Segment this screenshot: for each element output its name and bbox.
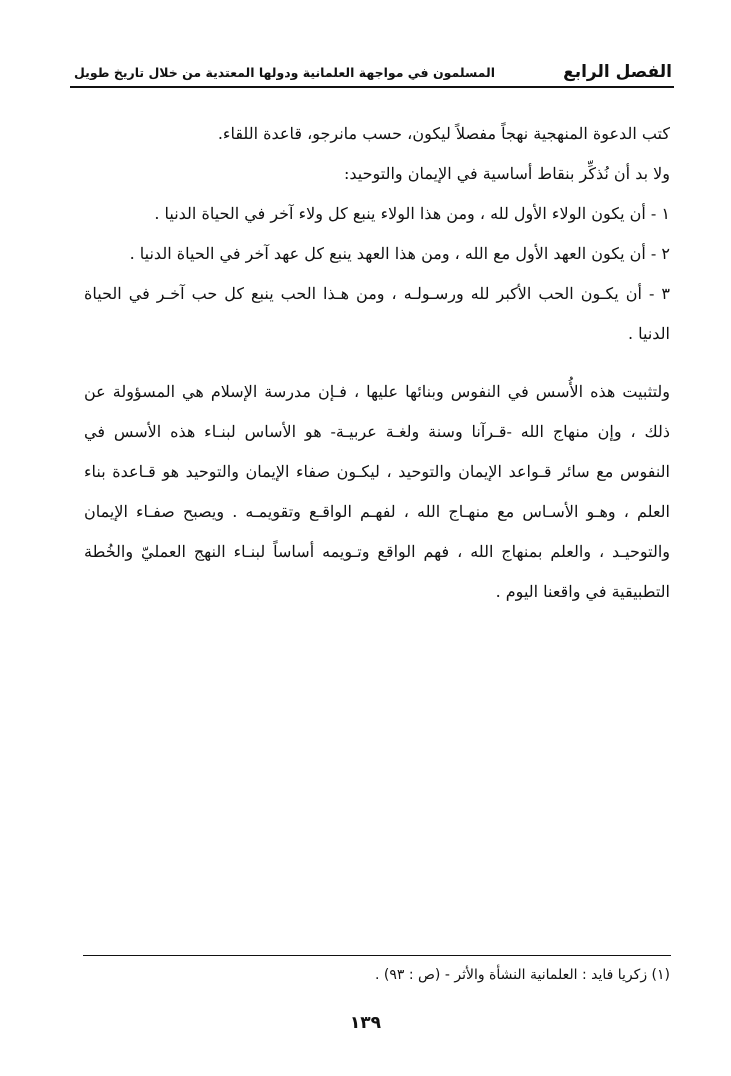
- running-header: [74, 56, 672, 84]
- list-item-2: ٢ - أن يكون العهد الأول مع الله ، ومن هذا العهد ينبع كل عهد آخر في الحياة الدنيا .: [129, 244, 670, 263]
- body-text: [84, 114, 670, 612]
- paragraph-main: ولتثبيت هذه الأُسس في النفوس وبنائها عليها ، فـإن مدرسة الإسلام هي المسؤولة عن ذلك ، وإن منهاج الله -قـرآنا وسنة ولغـة عربيـة- هو الأساس لبنـاء هذه الأسس في النفوس مع سائر قـواعد الإيمان والتوحيد ، ليكـون صفاء الإيمان والتوحيد هو قـاعدة بناء العلم ، وهـو الأسـاس مع منهـاج الله ، لفهـم الواقـع وتقويمـه . ويصبح صفـاء الإيمان والتوحيـد ، والعلم بمنهاج الله ، فهم الواقع وتـويمه أساساً لبنـاء النهج العمليّ والخُطة التطبيقية في واقعنا اليوم .: [84, 382, 670, 601]
- book-title: المسلمون في مواجهة العلمانية ودولها المعتدية من خلال تاريخ طويل: [74, 65, 496, 80]
- paragraph-spacer: [84, 354, 670, 372]
- chapter-title: الفصل الرابع: [563, 62, 672, 82]
- list-item-3: ٣ - أن يكـون الحب الأكبر لله ورسـولـه ، ومن هـذا الحب ينبع كل حب آخـر في الحياة الدنيا .: [84, 284, 670, 343]
- list-item-1: ١ - أن يكون الولاء الأول لله ، ومن هذا الولاء ينبع كل ولاء آخر في الحياة الدنيا .: [154, 204, 670, 223]
- page-number: ١٣٩: [349, 1013, 382, 1033]
- footnote-rule: [83, 955, 671, 956]
- paragraph-lead: ولا بد أن نُذكِّر بنقاط أساسية في الإيمان والتوحيد:: [344, 164, 670, 183]
- paragraph-intro: كتب الدعوة المنهجية نهجاً مفصلاً ليكون، حسب مانرجو، قاعدة اللقاء.: [217, 124, 670, 143]
- footnote: (١) زكريا فايد : العلمانية النشأة والأثر - (ص : ٩٣) .: [374, 967, 670, 983]
- header-rule: [70, 86, 674, 88]
